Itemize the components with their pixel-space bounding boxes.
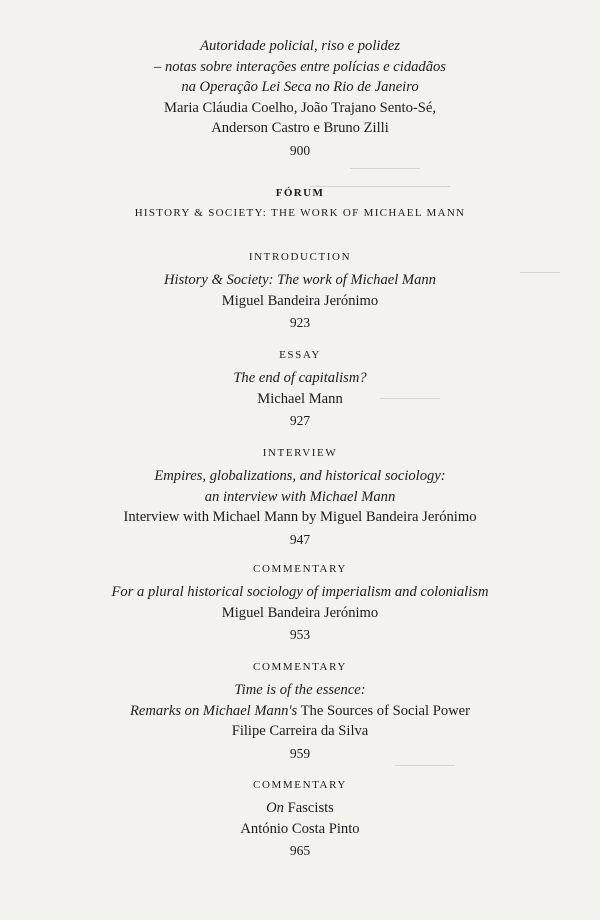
entry-title-line: an interview with Michael Mann (204, 488, 396, 505)
bleed-mark (395, 765, 455, 766)
entry-author: Miguel Bandeira Jerónimo (221, 292, 379, 309)
toc-entry-interview (0, 446, 600, 550)
entry-author: Interview with Michael Mann by Miguel Bandeira Jerónimo (123, 509, 477, 525)
entry-author-line: Anderson Castro e Bruno Zilli (211, 120, 389, 136)
entry-title-line-mixed (0, 798, 600, 819)
section-label: ESSAY (279, 349, 321, 361)
entry-title-italic-part: Remarks on Michael Mann's (129, 702, 298, 719)
entry-page-number: 959 (289, 745, 311, 761)
entry-title-book-part: The Sources of Social Power (300, 702, 471, 719)
entry-page-number: 900 (289, 142, 311, 158)
entry-author-line: Maria Cláudia Coelho, João Trajano Sento-Sé, (164, 99, 436, 116)
section-label: INTRODUCTION (248, 251, 352, 263)
entry-author: Filipe Carreira da Silva (231, 723, 369, 739)
section-label: COMMENTARY (253, 563, 347, 575)
entry-page-number: 927 (289, 413, 311, 428)
toc-entry-police-authority (0, 36, 600, 161)
entry-title-line: The end of capitalism? (233, 370, 367, 386)
toc-entry-commentary-3 (0, 778, 600, 861)
forum-heading (0, 186, 600, 220)
entry-title-line: History & Society: The work of Michael Mann (164, 272, 436, 288)
forum-title: FÓRUM (275, 187, 325, 199)
entry-title-line: Autoridade policial, riso e polidez (200, 38, 400, 54)
entry-title-book-part: Fascists (287, 800, 334, 816)
entry-page-number: 947 (289, 531, 311, 547)
toc-entry-essay (0, 348, 600, 431)
entry-page-number: 923 (289, 315, 311, 330)
entry-title-line: For a plural historical sociology of imperialism and colonialism (111, 584, 489, 600)
entry-page-number: 965 (289, 843, 311, 858)
section-label: INTERVIEW (262, 447, 338, 459)
section-label: COMMENTARY (253, 779, 347, 791)
entry-author: Miguel Bandeira Jerónimo (221, 604, 379, 621)
section-label: COMMENTARY (253, 661, 347, 673)
forum-subtitle: HISTORY & SOCIETY: THE WORK OF MICHAEL MANN (134, 207, 466, 219)
bleed-mark (350, 168, 420, 169)
toc-entry-commentary-1 (0, 562, 600, 645)
entry-title-line: Empires, globalizations, and historical sociology: (154, 468, 446, 484)
entry-title-line: – notas sobre interações entre polícias e cidadãos (154, 58, 446, 75)
entry-title-line-mixed (0, 701, 600, 722)
entry-title-line: na Operação Lei Seca no Rio de Janeiro (181, 79, 419, 95)
entry-title-line: Time is of the essence: (234, 682, 366, 698)
entry-author: Michael Mann (257, 390, 343, 407)
entry-title-italic-part: On (266, 800, 284, 816)
entry-author: António Costa Pinto (240, 820, 360, 837)
toc-entry-introduction (0, 250, 600, 333)
entry-page-number: 953 (289, 627, 311, 642)
toc-entry-commentary-2 (0, 660, 600, 764)
